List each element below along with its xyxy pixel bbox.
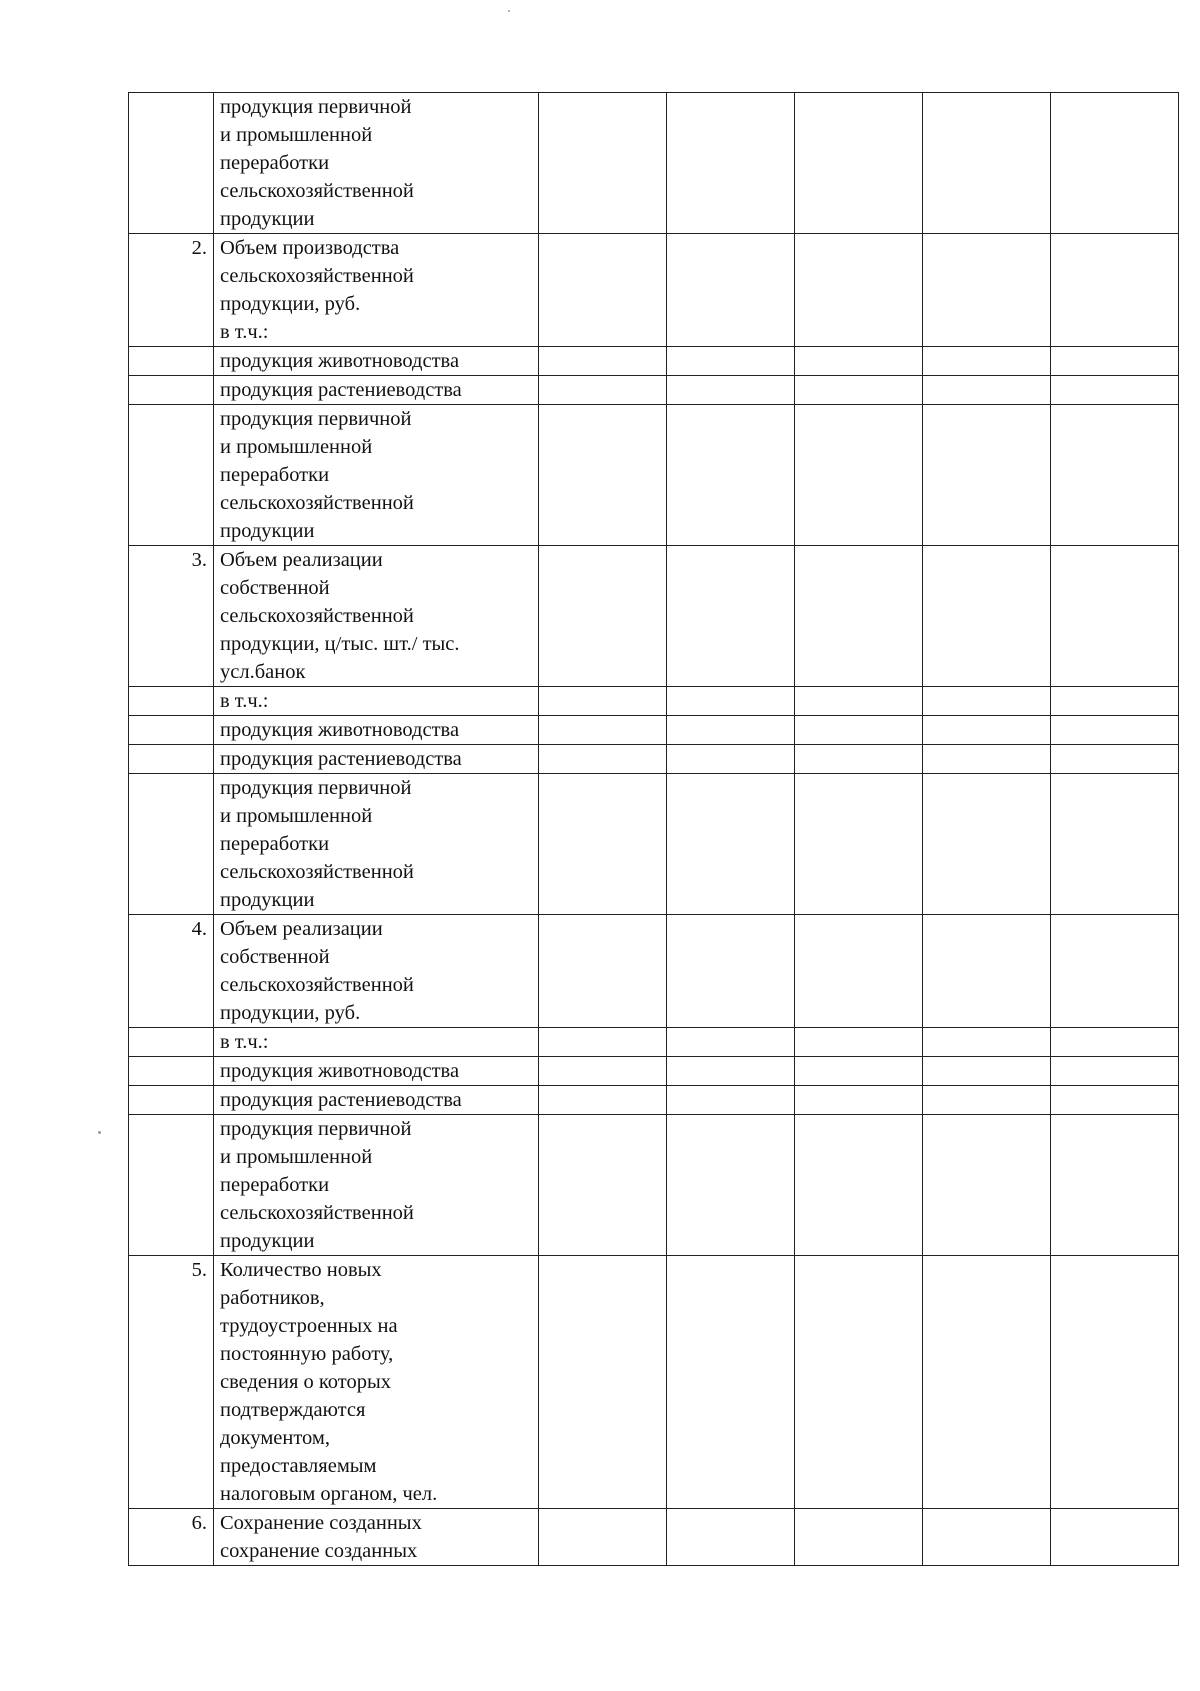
row-number <box>129 745 214 774</box>
value-cell <box>539 915 667 1028</box>
value-cell <box>667 774 795 915</box>
value-cell <box>667 405 795 546</box>
value-cell <box>667 716 795 745</box>
table-row <box>129 1028 1179 1057</box>
value-cell <box>795 1086 923 1115</box>
value-cell <box>923 1057 1051 1086</box>
value-cell <box>923 1028 1051 1057</box>
row-number: 5. <box>129 1256 214 1509</box>
value-cell <box>539 716 667 745</box>
indicator-label: Сохранение созданных сохранение созданных <box>214 1509 539 1566</box>
value-cell <box>923 687 1051 716</box>
value-cell <box>539 1509 667 1566</box>
value-cell <box>667 546 795 687</box>
value-cell <box>1051 405 1179 546</box>
value-cell <box>795 93 923 234</box>
table-row <box>129 745 1179 774</box>
value-cell <box>1051 546 1179 687</box>
table-row <box>129 347 1179 376</box>
value-cell <box>1051 1028 1179 1057</box>
table-row <box>129 546 1179 687</box>
table-row <box>129 1057 1179 1086</box>
value-cell <box>923 915 1051 1028</box>
value-cell <box>539 546 667 687</box>
value-cell <box>923 376 1051 405</box>
table-row <box>129 687 1179 716</box>
row-number <box>129 1086 214 1115</box>
table-row <box>129 774 1179 915</box>
value-cell <box>1051 774 1179 915</box>
row-number: 3. <box>129 546 214 687</box>
row-number <box>129 774 214 915</box>
table-row <box>129 716 1179 745</box>
indicator-label: в т.ч.: <box>214 1028 539 1057</box>
indicator-label: Объем реализации собственной сельскохозяйственной продукции, ц/тыс. шт./ тыс. усл.банок <box>214 546 539 687</box>
value-cell <box>1051 687 1179 716</box>
row-number: 2. <box>129 234 214 347</box>
value-cell <box>667 1057 795 1086</box>
value-cell <box>923 546 1051 687</box>
scan-speck <box>508 10 510 12</box>
value-cell <box>923 1115 1051 1256</box>
row-number: 4. <box>129 915 214 1028</box>
value-cell <box>1051 347 1179 376</box>
value-cell <box>539 234 667 347</box>
row-number <box>129 1028 214 1057</box>
indicator-label: продукция растениеводства <box>214 376 539 405</box>
table-body <box>129 93 1179 1566</box>
indicator-label: Количество новых работников, трудоустроенных на постоянную работу, сведения о которых подтверждаются документом, предоставляемым налоговым органом, чел. <box>214 1256 539 1509</box>
value-cell <box>1051 745 1179 774</box>
indicator-label: продукция первичной и промышленной переработки сельскохозяйственной продукции <box>214 774 539 915</box>
indicators-table <box>128 92 1179 1566</box>
value-cell <box>667 1115 795 1256</box>
row-number <box>129 1115 214 1256</box>
value-cell <box>667 687 795 716</box>
value-cell <box>667 347 795 376</box>
indicator-label: продукция первичной и промышленной переработки сельскохозяйственной продукции <box>214 405 539 546</box>
row-number <box>129 687 214 716</box>
value-cell <box>923 93 1051 234</box>
table-row <box>129 405 1179 546</box>
indicator-label: продукция животноводства <box>214 1057 539 1086</box>
value-cell <box>923 405 1051 546</box>
value-cell <box>795 1057 923 1086</box>
value-cell <box>1051 1115 1179 1256</box>
table-row <box>129 93 1179 234</box>
value-cell <box>795 745 923 774</box>
value-cell <box>923 745 1051 774</box>
value-cell <box>795 405 923 546</box>
indicator-label: продукция животноводства <box>214 347 539 376</box>
row-number <box>129 716 214 745</box>
indicator-label: Объем производства сельскохозяйственной продукции, руб. в т.ч.: <box>214 234 539 347</box>
value-cell <box>923 234 1051 347</box>
row-number <box>129 376 214 405</box>
value-cell <box>539 93 667 234</box>
value-cell <box>539 1086 667 1115</box>
value-cell <box>539 347 667 376</box>
value-cell <box>1051 93 1179 234</box>
value-cell <box>539 687 667 716</box>
value-cell <box>923 774 1051 915</box>
value-cell <box>667 1509 795 1566</box>
value-cell <box>667 915 795 1028</box>
value-cell <box>667 1086 795 1115</box>
value-cell <box>539 1028 667 1057</box>
value-cell <box>795 546 923 687</box>
table-row <box>129 1115 1179 1256</box>
indicator-label: продукция растениеводства <box>214 1086 539 1115</box>
value-cell <box>923 1509 1051 1566</box>
value-cell <box>795 915 923 1028</box>
row-number <box>129 347 214 376</box>
value-cell <box>667 1028 795 1057</box>
indicator-label: продукция первичной и промышленной переработки сельскохозяйственной продукции <box>214 93 539 234</box>
value-cell <box>667 745 795 774</box>
table-row <box>129 1509 1179 1566</box>
value-cell <box>795 687 923 716</box>
table-row <box>129 1256 1179 1509</box>
indicator-label: продукция животноводства <box>214 716 539 745</box>
value-cell <box>539 745 667 774</box>
value-cell <box>1051 915 1179 1028</box>
value-cell <box>923 1086 1051 1115</box>
value-cell <box>795 1256 923 1509</box>
value-cell <box>1051 234 1179 347</box>
table-row <box>129 234 1179 347</box>
value-cell <box>923 347 1051 376</box>
value-cell <box>795 347 923 376</box>
table-row <box>129 1086 1179 1115</box>
value-cell <box>539 1115 667 1256</box>
value-cell <box>667 234 795 347</box>
table-row <box>129 915 1179 1028</box>
value-cell <box>795 774 923 915</box>
value-cell <box>667 93 795 234</box>
value-cell <box>795 1028 923 1057</box>
value-cell <box>795 1115 923 1256</box>
value-cell <box>795 234 923 347</box>
value-cell <box>1051 1086 1179 1115</box>
indicator-label: продукция первичной и промышленной переработки сельскохозяйственной продукции <box>214 1115 539 1256</box>
table-row <box>129 376 1179 405</box>
indicator-label: в т.ч.: <box>214 687 539 716</box>
value-cell <box>923 716 1051 745</box>
row-number <box>129 405 214 546</box>
value-cell <box>1051 376 1179 405</box>
value-cell <box>795 1509 923 1566</box>
row-number: 6. <box>129 1509 214 1566</box>
value-cell <box>539 1256 667 1509</box>
value-cell <box>1051 1509 1179 1566</box>
value-cell <box>539 376 667 405</box>
value-cell <box>1051 1256 1179 1509</box>
value-cell <box>1051 716 1179 745</box>
value-cell <box>667 376 795 405</box>
value-cell <box>539 774 667 915</box>
value-cell <box>923 1256 1051 1509</box>
indicator-label: Объем реализации собственной сельскохозяйственной продукции, руб. <box>214 915 539 1028</box>
value-cell <box>667 1256 795 1509</box>
row-number <box>129 93 214 234</box>
value-cell <box>539 405 667 546</box>
scan-speck <box>98 1131 101 1134</box>
value-cell <box>539 1057 667 1086</box>
indicator-label: продукция растениеводства <box>214 745 539 774</box>
row-number <box>129 1057 214 1086</box>
value-cell <box>1051 1057 1179 1086</box>
value-cell <box>795 716 923 745</box>
value-cell <box>795 376 923 405</box>
